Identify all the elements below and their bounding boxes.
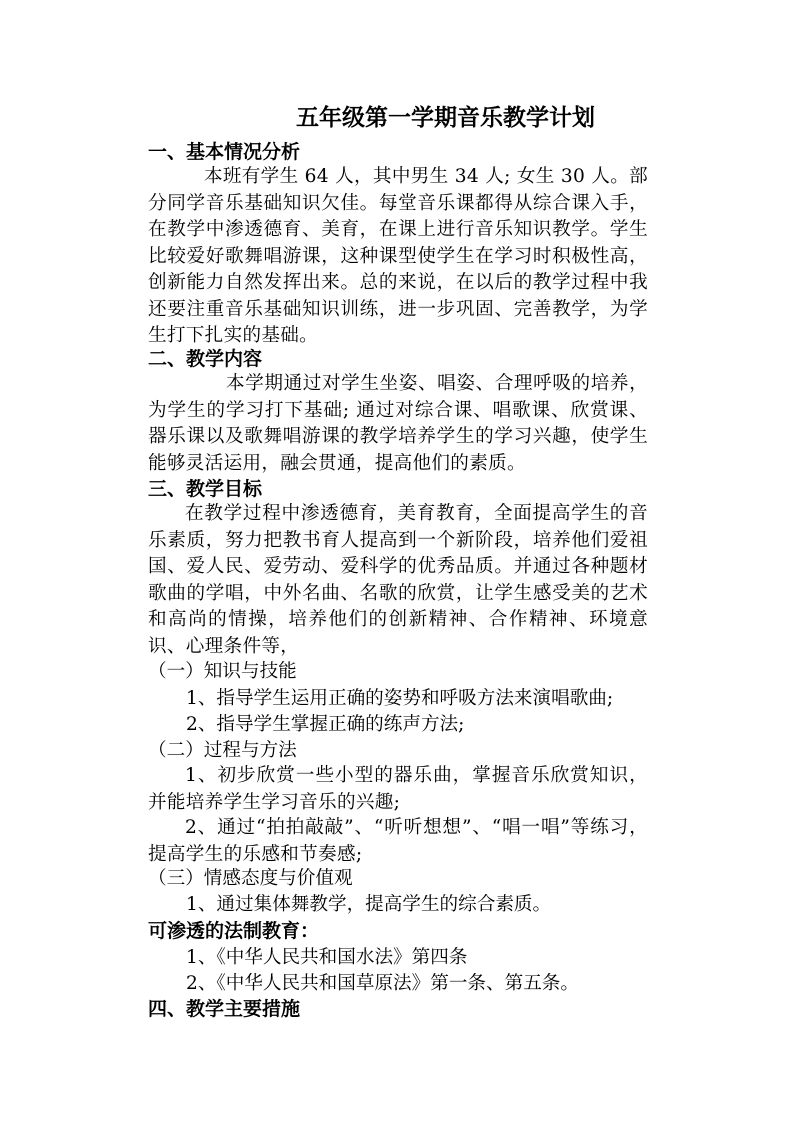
- list-item-knowledge-2: 2、指导学生掌握正确的练声方法;: [186, 714, 465, 735]
- subheading-attitude-values: （三）情感态度与价值观: [148, 868, 353, 889]
- subheading-process-methods: （二）过程与方法: [148, 740, 297, 761]
- list-item-process-1: 1、初步欣赏一些小型的器乐曲，掌握音乐欣赏知识，并能培养学生学习音乐的兴趣;: [148, 765, 648, 813]
- list-item-attitude-1: 1、通过集体舞教学，提高学生的综合素质。: [186, 894, 552, 915]
- list-item-law-1: 1、《中华人民共和国水法》第四条: [186, 947, 468, 968]
- subheading-knowledge-skills: （一）知识与技能: [148, 661, 297, 682]
- section-heading-teaching-goals: 三、教学目标: [148, 478, 263, 500]
- list-item-law-2: 2、《中华人民共和国草原法》第一条、第五条。: [186, 973, 579, 994]
- section-heading-teaching-content: 二、教学内容: [148, 348, 263, 370]
- paragraph-basic-analysis: 本班有学生 64 人，其中男生 34 人; 女生 30 人。部分同学音乐基础知识欠佳。每堂音乐课都得从综合课入手，在教学中渗透德育、美育，在课上进行音乐知识教学。学生比较爱好歌舞唱游课，这种课型使学生在学习时积极性高，创新能力自然发挥出来。总的来说，在以后的教学过程中我还要注重音乐基础知识训练，进一步巩固、完善教学，为学生打下扎实的基础。: [148, 166, 649, 346]
- paragraph-teaching-content: 本学期通过对学生坐姿、唱姿、合理呼吸的培养，为学生的学习打下基础; 通过对综合课、唱歌课、欣赏课、器乐课以及歌舞唱游课的教学培养学生的学习兴趣，使学生能够灵活运用，融会贯通，提高他们的素质。: [148, 373, 648, 474]
- list-item-knowledge-1: 1、指导学生运用正确的姿势和呼吸方法来演唱歌曲;: [186, 688, 614, 709]
- section-heading-legal-education: 可渗透的法制教育：: [148, 920, 320, 942]
- list-item-process-2: 2、通过“拍拍敲敲”、“听听想想”、“唱一唱”等练习，提高学生的乐感和节奏感;: [148, 817, 648, 865]
- section-heading-basic-analysis: 一、基本情况分析: [148, 141, 301, 163]
- section-heading-main-measures: 四、教学主要措施: [148, 998, 301, 1020]
- document-title: 五年级第一学期音乐教学计划: [296, 104, 595, 131]
- paragraph-teaching-goals: 在教学过程中渗透德育，美育教育，全面提高学生的音乐素质，努力把教书育人提高到一个新阶段，培养他们爱祖国、爱人民、爱劳动、爱科学的优秀品质。并通过各种题材歌曲的学唱，中外名曲、名歌的欣赏，让学生感受美的艺术和高尚的情操，培养他们的创新精神、合作精神、环境意识、心理条件等，: [148, 503, 648, 657]
